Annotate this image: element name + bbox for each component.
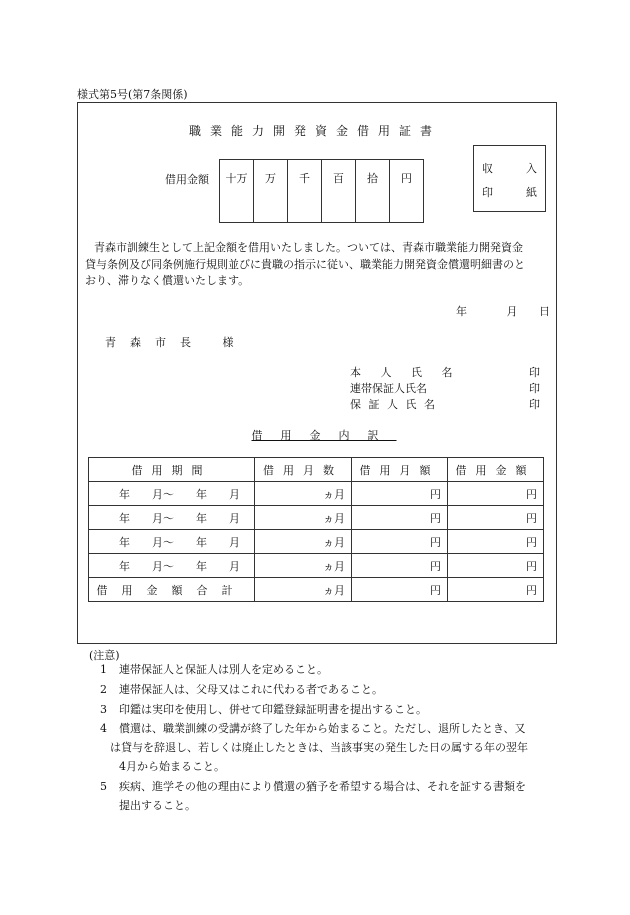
stamp-char-2: 入 xyxy=(526,162,537,175)
table-row xyxy=(89,530,544,554)
header-loan-amount: 借用金額 xyxy=(448,458,544,482)
note-text: 疾病、進学その他の理由により償還の猶予を希望する場合は、それを証する書類を xyxy=(119,780,526,793)
stamp-char-3: 印 xyxy=(482,186,493,199)
note-text: は貸与を辞退し、若しくは廃止したときは、当該事実の発生した日の属する年の翌年 xyxy=(110,741,528,754)
date-line[interactable] xyxy=(456,303,550,319)
table-row xyxy=(89,482,544,506)
table-row xyxy=(89,554,544,578)
loan-amount-grid xyxy=(219,159,424,223)
monthly-amount-cell[interactable]: 円 xyxy=(352,554,448,578)
total-label-cell: 借用金額合計 xyxy=(89,578,255,602)
note-number: 4 xyxy=(100,722,107,735)
stamp-char-4: 紙 xyxy=(526,186,537,199)
note-text: 提出すること。 xyxy=(119,799,196,812)
note-text: 印鑑は実印を使用し、併せて印鑑登録証明書を提出すること。 xyxy=(119,703,427,716)
table-row xyxy=(89,506,544,530)
seal-mark: 印 xyxy=(529,398,540,411)
table-header-row xyxy=(89,458,544,482)
date-day: 日 xyxy=(539,305,550,318)
note-text: 連帯保証人と保証人は別人を定めること。 xyxy=(119,663,328,676)
body-line: 貸与条例及び同条例施行規則並びに貴職の指示に従い、職業能力開発資金償還明細書のと xyxy=(85,257,525,271)
breakdown-title-text: 借用金内訳 xyxy=(251,429,397,442)
amount-cell[interactable]: 円 xyxy=(448,554,544,578)
months-cell[interactable]: ヵ月 xyxy=(255,482,352,506)
header-monthly-amount: 借用月額 xyxy=(352,458,448,482)
total-monthly-amount-cell[interactable]: 円 xyxy=(352,578,448,602)
signature-label: 連帯保証人氏名 xyxy=(350,382,427,395)
monthly-amount-cell[interactable]: 円 xyxy=(352,482,448,506)
total-months-cell[interactable]: ヵ月 xyxy=(255,578,352,602)
form-number-label: 様式第5号(第7条関係) xyxy=(77,88,188,101)
seal-mark: 印 xyxy=(529,382,540,395)
monthly-amount-cell[interactable]: 円 xyxy=(352,506,448,530)
addressee: 青森市長 様 xyxy=(105,336,248,349)
amount-cell-thousand[interactable]: 千 xyxy=(288,160,322,223)
table-total-row xyxy=(89,578,544,602)
amount-cell-ten-thousand[interactable]: 万 xyxy=(254,160,288,223)
amount-cell[interactable]: 円 xyxy=(448,530,544,554)
amount-cell-hundred-thousand[interactable]: 十万 xyxy=(220,160,254,223)
note-text: 4月から始まること。 xyxy=(119,760,225,773)
header-period: 借用期間 xyxy=(89,458,255,482)
amount-cell-ten[interactable]: 拾 xyxy=(356,160,390,223)
header-months: 借用月数 xyxy=(255,458,352,482)
seal-mark: 印 xyxy=(529,366,540,379)
body-line: 青森市訓練生として上記金額を借用いたしました。ついては、青森市職業能力開発資金 xyxy=(94,241,523,254)
note-text: 償還は、職業訓練の受講が終了した年から始まること。ただし、退所したとき、又 xyxy=(119,722,526,735)
amount-cell[interactable]: 円 xyxy=(448,482,544,506)
signature-label: 保 証 人 氏 名 xyxy=(350,398,437,411)
revenue-stamp-box xyxy=(473,145,546,212)
period-cell[interactable]: 年 月～ 年 月 xyxy=(89,554,255,578)
note-number: 2 xyxy=(100,683,107,696)
amount-cell-hundred[interactable]: 百 xyxy=(322,160,356,223)
document-title: 職業能力開発資金借用証書 xyxy=(188,124,441,138)
loan-breakdown-table xyxy=(88,457,544,602)
monthly-amount-cell[interactable]: 円 xyxy=(352,530,448,554)
date-year: 年 xyxy=(456,305,467,318)
period-cell[interactable]: 年 月～ 年 月 xyxy=(89,506,255,530)
period-cell[interactable]: 年 月～ 年 月 xyxy=(89,482,255,506)
certificate-body xyxy=(85,240,553,290)
body-line: おり、滞りなく償還いたします。 xyxy=(85,274,250,287)
months-cell[interactable]: ヵ月 xyxy=(255,506,352,530)
note-text: 連帯保証人は、父母又はこれに代わる者であること。 xyxy=(119,683,383,696)
note-number: 5 xyxy=(100,780,107,793)
date-month: 月 xyxy=(506,305,518,318)
period-cell[interactable]: 年 月～ 年 月 xyxy=(89,530,255,554)
loan-amount-label: 借用金額 xyxy=(165,173,209,186)
amount-cell[interactable]: 円 xyxy=(448,506,544,530)
breakdown-title xyxy=(0,427,630,443)
total-amount-cell[interactable]: 円 xyxy=(448,578,544,602)
amount-cell-yen[interactable]: 円 xyxy=(390,160,424,223)
notes-heading: (注意) xyxy=(89,649,120,662)
months-cell[interactable]: ヵ月 xyxy=(255,554,352,578)
note-number: 3 xyxy=(100,703,107,716)
note-number: 1 xyxy=(100,663,107,676)
stamp-char-1: 収 xyxy=(482,162,493,175)
signature-label: 本 人 氏 名 xyxy=(350,366,461,379)
months-cell[interactable]: ヵ月 xyxy=(255,530,352,554)
